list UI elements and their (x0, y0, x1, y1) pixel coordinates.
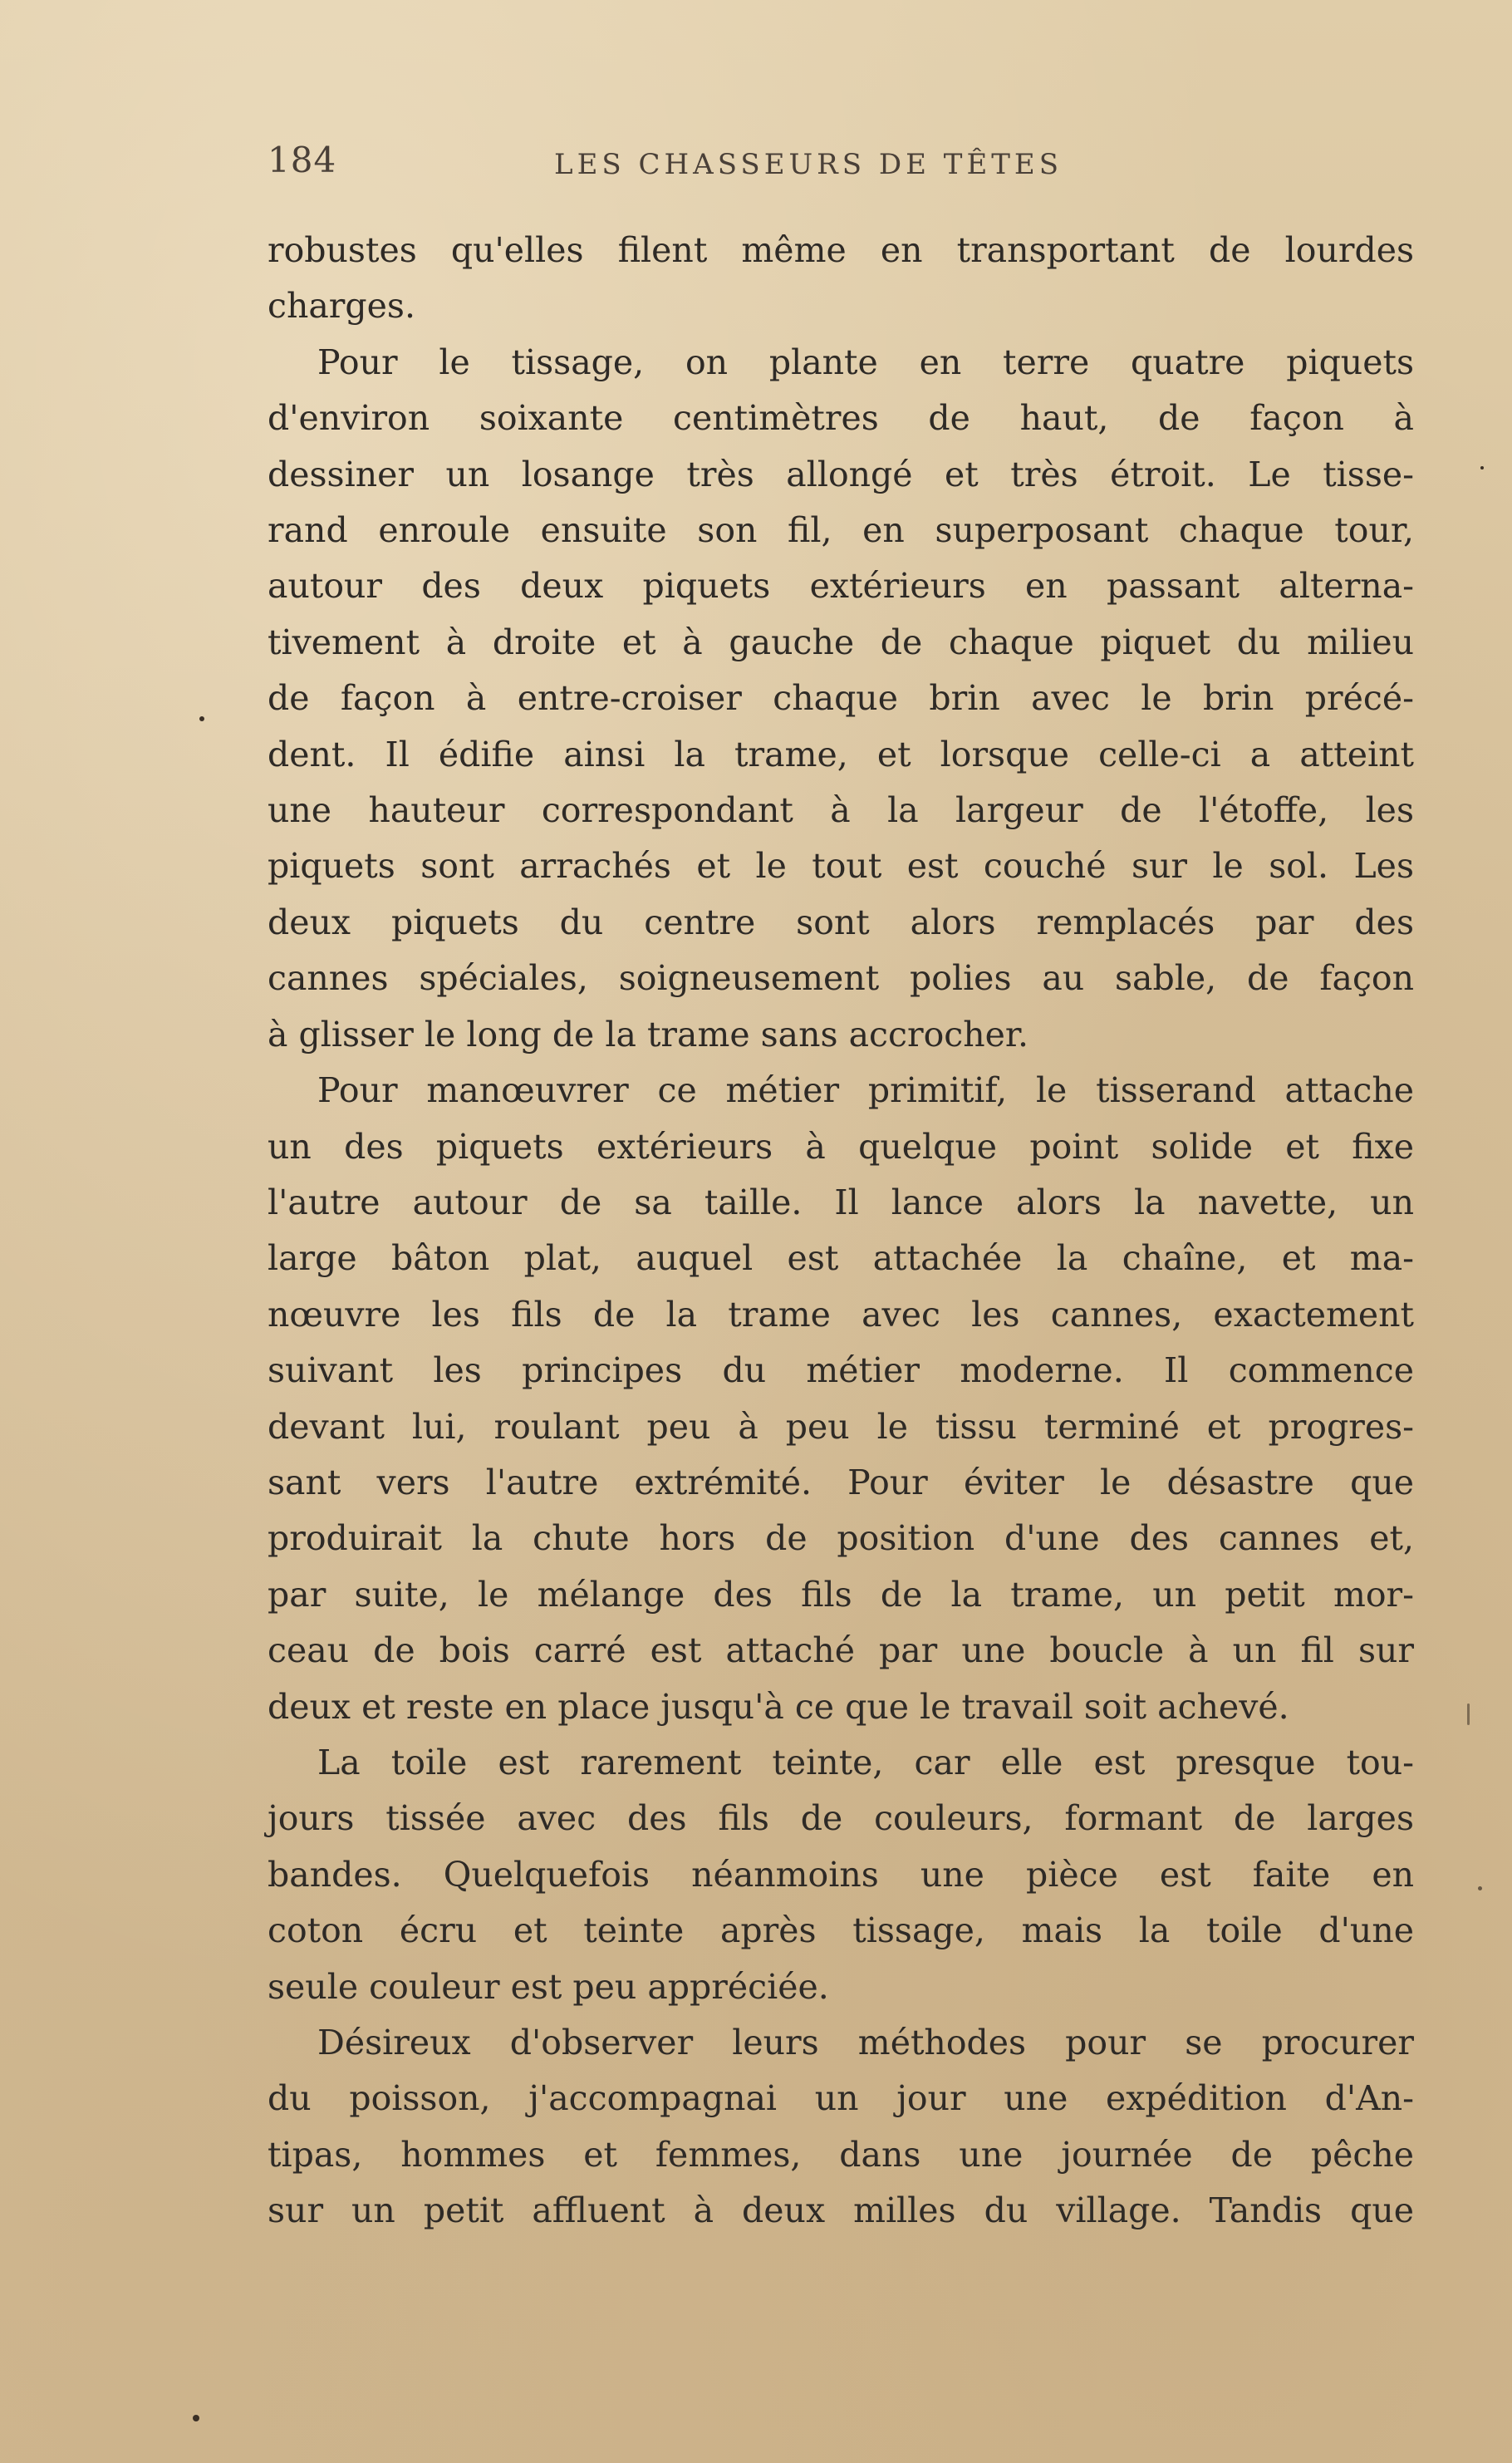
text-line: un des piquets extérieurs à quelque point solide et fixe (268, 1126, 1414, 1167)
text-line: coton écru et teinte après tissage, mais la toile d'une (268, 1910, 1414, 1951)
text-line: nœuvre les fils de la trame avec les cannes, exactement (268, 1294, 1414, 1335)
paper-speck (199, 716, 204, 721)
text-line: cannes spéciales, soigneusement polies au sable, de façon (268, 958, 1414, 999)
body-text (268, 223, 1414, 2239)
text-line: tivement à droite et à gauche de chaque piquet du milieu (268, 622, 1414, 662)
text-line: bandes. Quelquefois néanmoins une pièce est faite en (268, 1854, 1414, 1895)
text-line: Pour le tissage, on plante en terre quatre piquets (317, 342, 1414, 382)
paper-speck (1467, 1703, 1470, 1725)
text-line: dessiner un losange très allongé et très étroit. Le tisse- (268, 454, 1414, 494)
text-line: sant vers l'autre extrémité. Pour éviter le désastre que (268, 1462, 1414, 1502)
text-line: Pour manœuvrer ce métier primitif, le tisserand attache (317, 1070, 1414, 1111)
text-line: robustes qu'elles filent même en transportant de lourdes (268, 230, 1414, 270)
text-line: charges. (268, 286, 415, 327)
text-line: du poisson, j'accompagnai un jour une expédition d'An- (268, 2078, 1414, 2119)
paragraph (268, 1735, 1414, 2015)
text-line: jours tissée avec des fils de couleurs, formant de larges (268, 1798, 1414, 1839)
text-line: seule couleur est peu appréciée. (268, 1966, 829, 2007)
text-line: ceau de bois carré est attaché par une boucle à un fil sur (268, 1630, 1414, 1671)
text-line: dent. Il édifie ainsi la trame, et lorsque celle-ci a atteint (268, 734, 1414, 774)
text-line: devant lui, roulant peu à peu le tissu terminé et progres- (268, 1406, 1414, 1447)
text-line: La toile est rarement teinte, car elle est presque tou- (317, 1742, 1414, 1782)
text-line: l'autre autour de sa taille. Il lance alors la navette, un (268, 1182, 1414, 1222)
text-line: sur un petit affluent à deux milles du village. Tandis que (268, 2190, 1414, 2231)
text-line: Désireux d'observer leurs méthodes pour se procurer (317, 2023, 1414, 2062)
text-line: deux piquets du centre sont alors remplacés par des (268, 902, 1414, 942)
text-line: rand enroule ensuite son fil, en superposant chaque tour, (268, 510, 1414, 551)
text-line: par suite, le mélange des fils de la trame, un petit mor- (268, 1574, 1414, 1615)
text-line: de façon à entre-croiser chaque brin avec le brin précé- (268, 678, 1414, 719)
paper-speck (193, 2415, 199, 2421)
running-title: LES CHASSEURS DE TÊTES (554, 148, 1063, 181)
paragraph (268, 1063, 1414, 1735)
text-line: produirait la chute hors de position d'une des cannes et, (268, 1518, 1414, 1559)
paragraph (268, 223, 1414, 335)
page-number: 184 (268, 140, 337, 180)
paper-speck (1478, 1886, 1482, 1890)
page-header (268, 140, 1414, 189)
paper-speck (1480, 466, 1484, 469)
text-line: autour des deux piquets extérieurs en passant alterna- (268, 566, 1414, 607)
text-line: suivant les principes du métier moderne. Il commence (268, 1350, 1414, 1391)
text-line: large bâton plat, auquel est attachée la chaîne, et ma- (268, 1238, 1414, 1279)
paragraph (268, 2015, 1414, 2239)
text-line: piquets sont arrachés et le tout est couché sur le sol. Les (268, 846, 1414, 887)
text-line: deux et reste en place jusqu'à ce que le travail soit achevé. (268, 1686, 1289, 1727)
text-line: une hauteur correspondant à la largeur de l'étoffe, les (268, 790, 1414, 831)
paragraph (268, 335, 1414, 1063)
text-line: tipas, hommes et femmes, dans une journée de pêche (268, 2134, 1414, 2175)
text-line: d'environ soixante centimètres de haut, de façon à (268, 398, 1414, 439)
text-line: à glisser le long de la trame sans accrocher. (268, 1014, 1029, 1055)
